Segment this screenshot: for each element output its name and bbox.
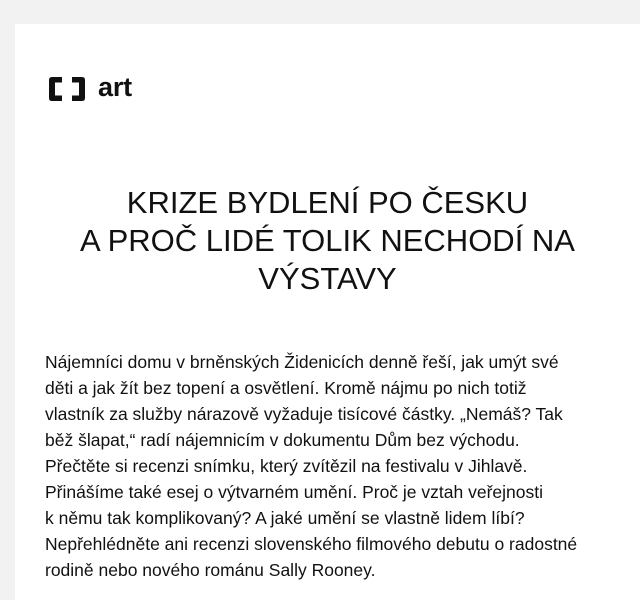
headline-line: VÝSTAVY xyxy=(258,261,397,296)
newsletter-headline xyxy=(15,184,640,298)
logo-wordmark: art xyxy=(98,72,132,102)
headline-line: KRIZE BYDLENÍ PO ČESKU xyxy=(126,185,529,220)
newsletter-card xyxy=(15,24,640,600)
intro-text-line: Nájemníci domu v brněnských Židenicích denně řeší, jak umýt své xyxy=(45,352,559,372)
intro-text-line: k němu tak komplikovaný? A jaké umění se vlastně lidem líbí? xyxy=(45,508,525,528)
newsletter-intro-text xyxy=(45,349,605,583)
intro-text-line: děti a jak žít bez topení a osvětlení. Kromě nájmu po nich totiž xyxy=(45,378,527,398)
ct-logo-icon xyxy=(45,74,89,104)
intro-text-line: vlastník za služby nárazově vyžaduje tisícové částky. „Nemáš? Tak xyxy=(45,404,563,424)
headline-line: A PROČ LIDÉ TOLIK NECHODÍ NA xyxy=(80,223,575,258)
ct-art-logo[interactable] xyxy=(45,74,132,104)
intro-text-line: běž šlapat,“ radí nájemnicím v dokumentu Dům bez východu. xyxy=(45,430,520,450)
intro-text-line: Nepřehlédněte ani recenzi slovenského filmového debutu o radostné xyxy=(45,534,578,554)
intro-text-line: Přinášíme také esej o výtvarném umění. Proč je vztah veřejnosti xyxy=(45,482,543,502)
intro-text-line: rodině nebo nového románu Sally Rooney. xyxy=(45,560,376,580)
intro-text-line: Přečtěte si recenzi snímku, který zvítězil na festivalu v Jihlavě. xyxy=(45,456,528,476)
